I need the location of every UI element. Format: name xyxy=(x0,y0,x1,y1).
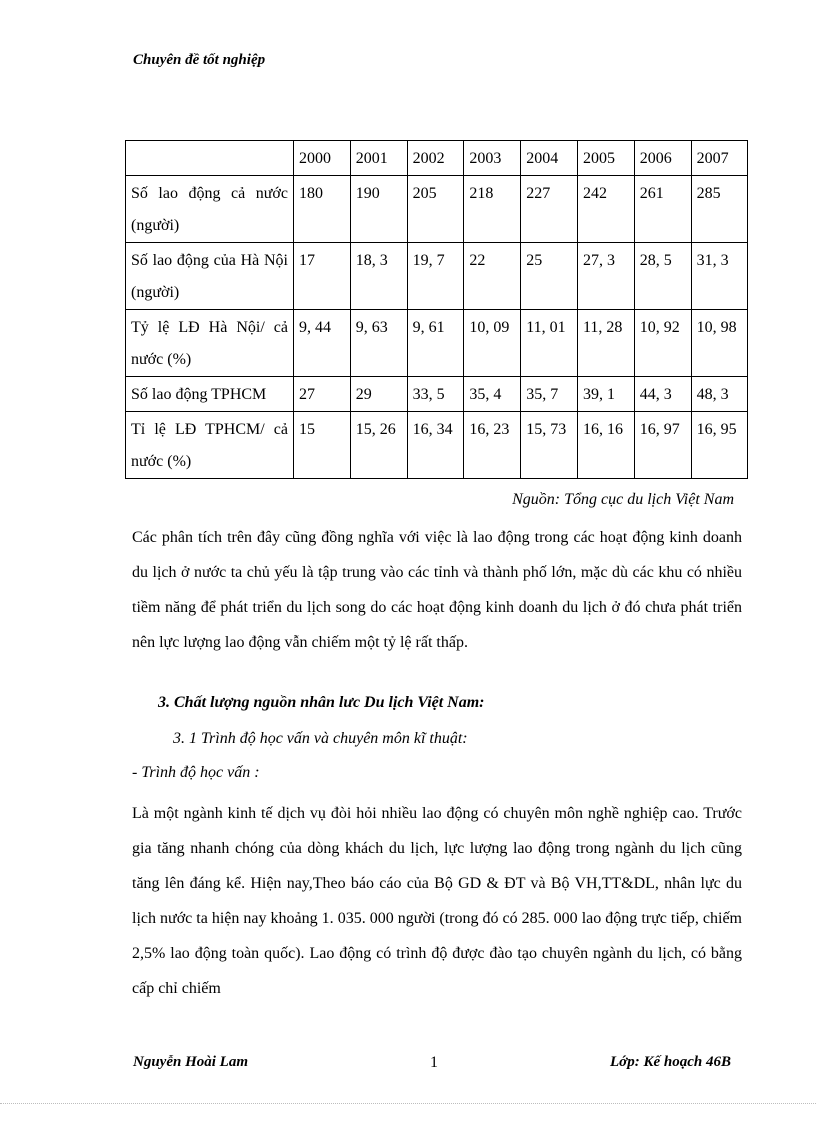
table-row xyxy=(126,310,748,377)
table-source: Nguồn: Tổng cục du lịch Việt Nam xyxy=(512,491,734,508)
value-cell: 9, 63 xyxy=(350,310,407,377)
footer-author: Nguyễn Hoài Lam xyxy=(133,1054,248,1070)
value-cell: 39, 1 xyxy=(577,377,634,412)
value-cell: 27, 3 xyxy=(577,243,634,310)
value-cell: 9, 61 xyxy=(407,310,464,377)
value-cell: 227 xyxy=(521,176,578,243)
value-cell: 18, 3 xyxy=(350,243,407,310)
footer-page-number: 1 xyxy=(430,1054,438,1071)
value-cell: 205 xyxy=(407,176,464,243)
table-corner-cell xyxy=(126,141,294,176)
year-header-cell: 2004 xyxy=(521,141,578,176)
value-cell: 261 xyxy=(634,176,691,243)
year-header-cell: 2006 xyxy=(634,141,691,176)
labor-statistics-table xyxy=(125,140,748,479)
row-label-cell: Tỉ lệ LĐ TPHCM/ cả nước (%) xyxy=(126,412,294,479)
value-cell: 29 xyxy=(350,377,407,412)
year-header-cell: 2000 xyxy=(294,141,351,176)
table-row xyxy=(126,176,748,243)
row-label-cell: Tỷ lệ LĐ Hà Nội/ cả nước (%) xyxy=(126,310,294,377)
value-cell: 11, 28 xyxy=(577,310,634,377)
page-header-title: Chuyên đề tốt nghiệp xyxy=(133,52,266,68)
value-cell: 218 xyxy=(464,176,521,243)
table-row xyxy=(126,243,748,310)
value-cell: 242 xyxy=(577,176,634,243)
value-cell: 10, 98 xyxy=(691,310,748,377)
subsection-heading-3-1: 3. 1 Trình độ học vấn và chuyên môn kĩ thuật: xyxy=(173,730,468,747)
section-heading-3: 3. Chất lượng nguồn nhân lưc Du lịch Việt Nam: xyxy=(158,694,485,711)
value-cell: 17 xyxy=(294,243,351,310)
row-label-cell: Số lao động của Hà Nội (người) xyxy=(126,243,294,310)
value-cell: 10, 92 xyxy=(634,310,691,377)
value-cell: 16, 97 xyxy=(634,412,691,479)
value-cell: 15, 26 xyxy=(350,412,407,479)
year-header-cell: 2002 xyxy=(407,141,464,176)
value-cell: 22 xyxy=(464,243,521,310)
value-cell: 9, 44 xyxy=(294,310,351,377)
value-cell: 35, 4 xyxy=(464,377,521,412)
table-row xyxy=(126,377,748,412)
table-header-row xyxy=(126,141,748,176)
value-cell: 15 xyxy=(294,412,351,479)
value-cell: 19, 7 xyxy=(407,243,464,310)
value-cell: 31, 3 xyxy=(691,243,748,310)
value-cell: 25 xyxy=(521,243,578,310)
footer-class: Lớp: Kế hoạch 46B xyxy=(610,1054,731,1070)
paragraph-education: Là một ngành kinh tế dịch vụ đòi hỏi nhiều lao động có chuyên môn nghề nghiệp cao. Trước gia tăng nhanh chóng của dòng khách du lịch, lực lượng lao động trong ngành du lịch cũng tăng lên đáng kể. Hiện nay,Theo báo cáo của Bộ GD & ĐT và Bộ VH,TT&DL, nhân lực du lịch nước ta hiện nay khoảng 1. 035. 000 người (trong đó có 285. 000 lao động trực tiếp, chiếm 2,5% lao động toàn quốc). Lao động có trình độ được đào tạo chuyên ngành du lịch, có bằng cấp chỉ chiếm xyxy=(132,805,742,997)
value-cell: 44, 3 xyxy=(634,377,691,412)
year-header-cell: 2003 xyxy=(464,141,521,176)
value-cell: 48, 3 xyxy=(691,377,748,412)
value-cell: 16, 34 xyxy=(407,412,464,479)
value-cell: 15, 73 xyxy=(521,412,578,479)
year-header-cell: 2007 xyxy=(691,141,748,176)
table-row xyxy=(126,412,748,479)
value-cell: 10, 09 xyxy=(464,310,521,377)
value-cell: 33, 5 xyxy=(407,377,464,412)
year-header-cell: 2005 xyxy=(577,141,634,176)
value-cell: 285 xyxy=(691,176,748,243)
paragraph-analysis: Các phân tích trên đây cũng đồng nghĩa với việc là lao động trong các hoạt động kinh doanh du lịch ở nước ta chủ yếu là tập trung vào các tỉnh và thành phố lớn, mặc dù các khu có nhiều tiềm năng để phát triển du lịch song do các hoạt động kinh doanh du lịch ở đó chưa phát triển nên lực lượng lao động vẫn chiếm một tỷ lệ rất thấp. xyxy=(132,529,742,651)
value-cell: 11, 01 xyxy=(521,310,578,377)
value-cell: 190 xyxy=(350,176,407,243)
value-cell: 28, 5 xyxy=(634,243,691,310)
value-cell: 16, 95 xyxy=(691,412,748,479)
value-cell: 27 xyxy=(294,377,351,412)
value-cell: 180 xyxy=(294,176,351,243)
bullet-education-level: - Trình độ học vấn : xyxy=(132,764,260,781)
page-bottom-divider xyxy=(0,1103,816,1104)
value-cell: 35, 7 xyxy=(521,377,578,412)
row-label-cell: Số lao động cả nước (người) xyxy=(126,176,294,243)
value-cell: 16, 16 xyxy=(577,412,634,479)
year-header-cell: 2001 xyxy=(350,141,407,176)
row-label-cell: Số lao động TPHCM xyxy=(126,377,294,412)
value-cell: 16, 23 xyxy=(464,412,521,479)
